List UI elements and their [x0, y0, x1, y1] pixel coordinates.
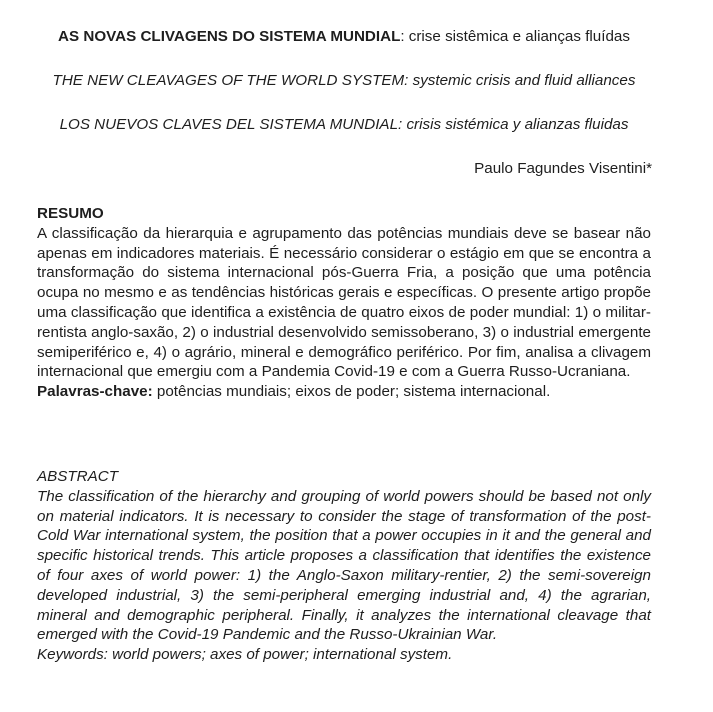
abstract-keywords: Keywords: world powers; axes of power; international system. [37, 646, 453, 664]
title-portuguese-subtitle: : crise sistêmica e alianças fluídas [400, 28, 630, 45]
title-english: THE NEW CLEAVAGES OF THE WORLD SYSTEM: systemic crisis and fluid alliances [52, 72, 636, 89]
resumo-body: A classificação da hierarquia e agrupamento das potências mundiais deve se basear não apenas em indicadores materiais. É necessário considerar o estágio em que se encontra a transformação do sistema internacional pós-Guerra Fria, a posição que uma potência ocupa no mesmo e as tendências históricas gerais e específicas. O presente artigo propõe uma classificação que identifica a existência de quatro eixos de poder mundial: 1) o militar-rentista anglo-saxão, 2) o industrial desenvolvido semissoberano, 3) o industrial emergente semiperiférico e, 4) o agrário, mineral e demográfico periférico. Por fim, analisa a clivagem internacional que emergiu com a Pandemia Covid-19 e com a Guerra Russo-Ucraniana. [37, 224, 651, 381]
abstract-body: The classification of the hierarchy and grouping of world powers should be based not only on material indicators. It is necessary to consider the stage of transformation of the post-Cold War international system, the position that a power occupies in it and the general and specific historical trends. This article proposes a classification that identifies the existence of four axes of world power: 1) the Anglo-Saxon military-rentier, 2) the semi-sovereign developed industrial, 3) the semi-peripheral emerging industrial and, 4) the agrarian, mineral and demographic peripheral. Finally, it analyzes the international cleavage that emerged with the Covid-19 Pandemic and the Russo-Ukrainian War. [37, 487, 651, 644]
abstract-heading: ABSTRACT [37, 468, 119, 485]
resumo-keywords [37, 382, 651, 402]
keywords-text: potências mundiais; eixos de poder; sistema internacional. [152, 383, 551, 401]
title-spanish: LOS NUEVOS CLAVES DEL SISTEMA MUNDIAL: crisis sistémica y alianzas fluidas [59, 116, 629, 133]
title-portuguese-bold: AS NOVAS CLIVAGENS DO SISTEMA MUNDIAL [58, 28, 401, 45]
resumo-heading: RESUMO [37, 205, 104, 222]
abstract-section [37, 467, 651, 665]
author-name: Paulo Fagundes Visentini* [474, 160, 652, 177]
keywords-label: Palavras-chave: [37, 383, 153, 401]
title-portuguese [37, 28, 651, 45]
resumo-section [37, 204, 651, 402]
